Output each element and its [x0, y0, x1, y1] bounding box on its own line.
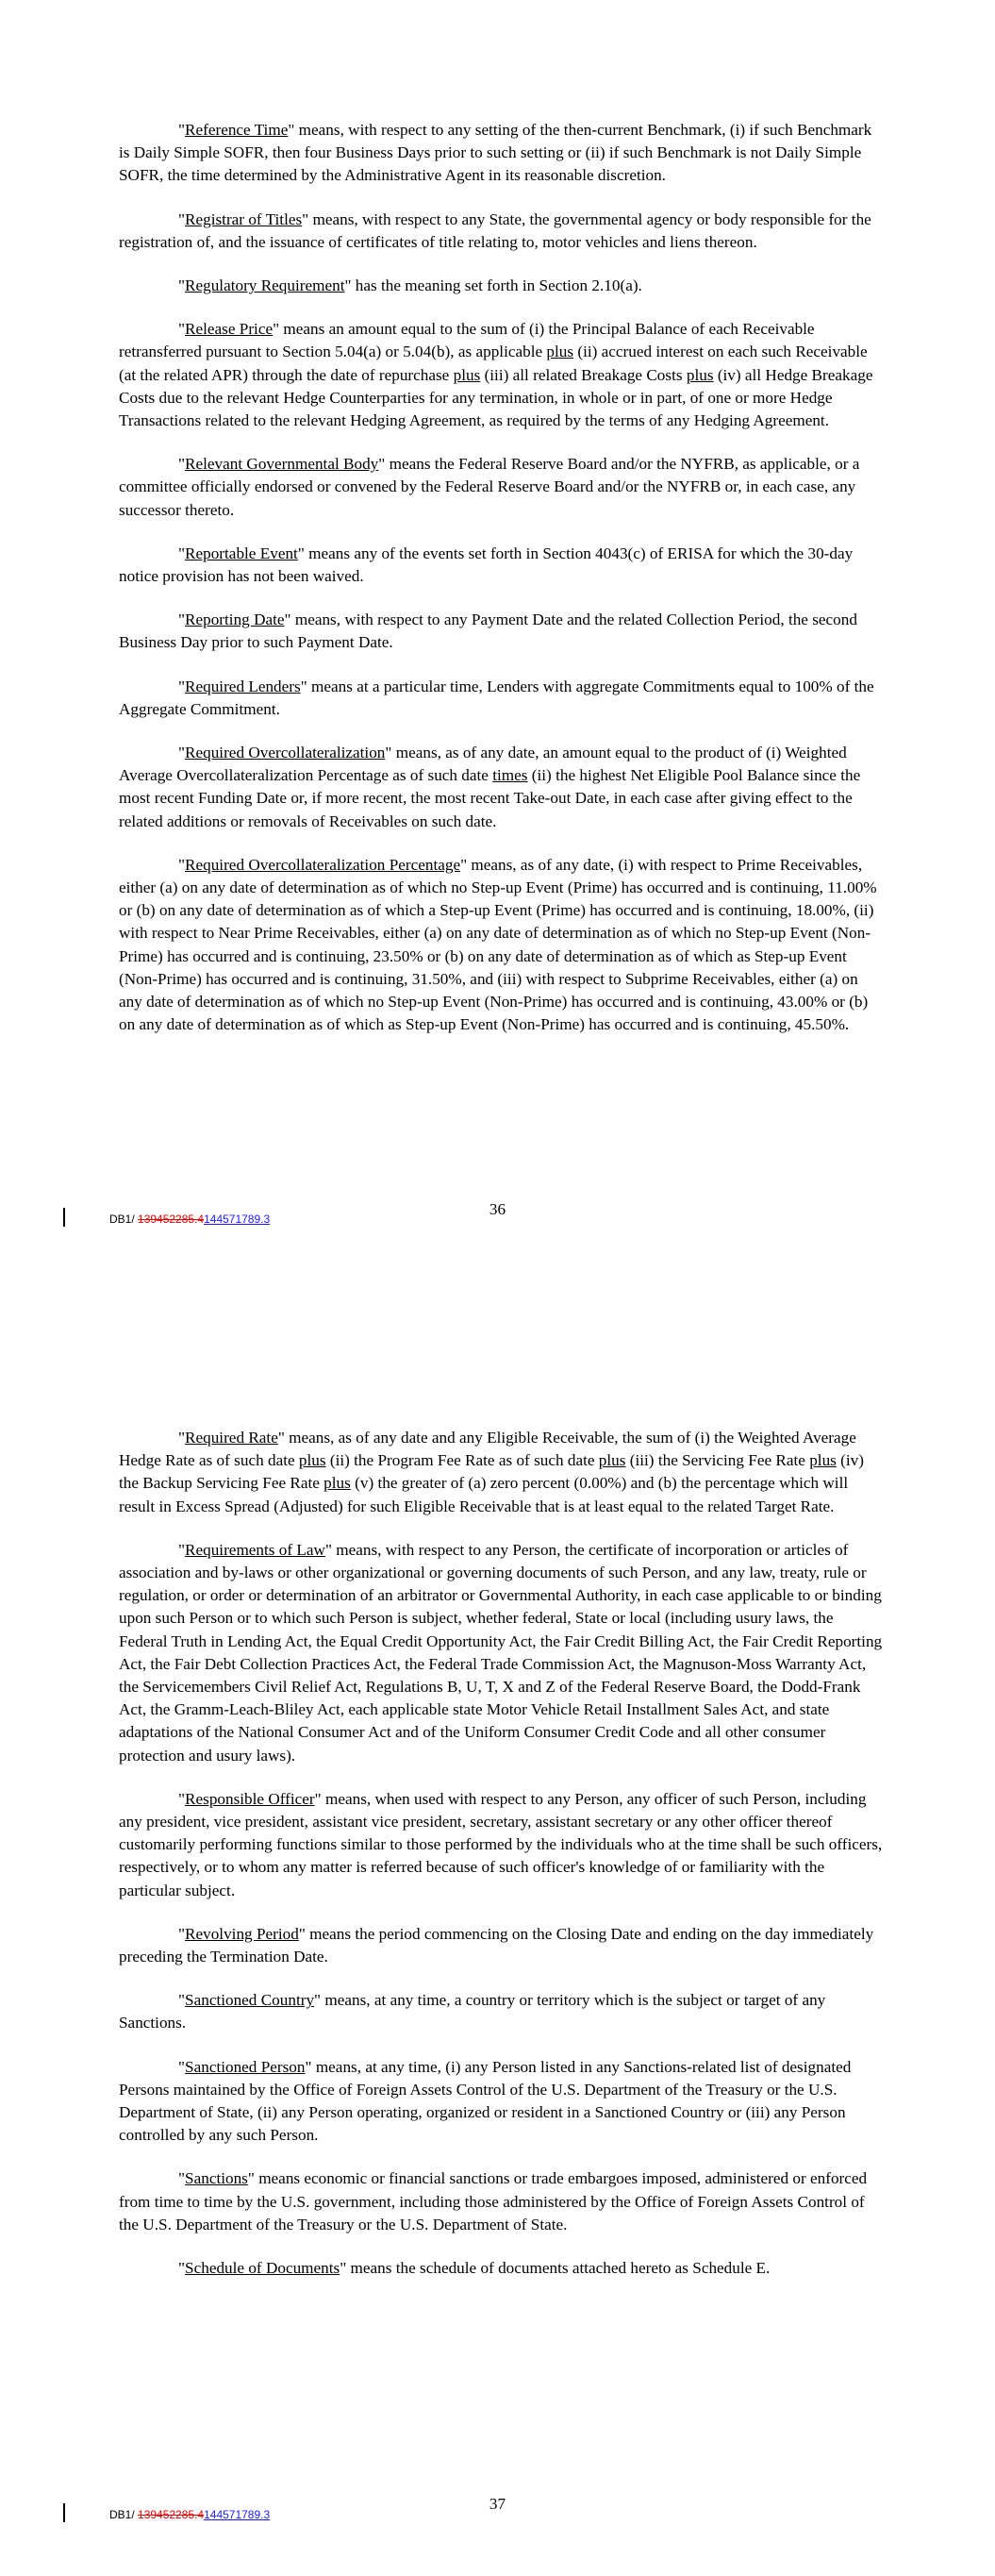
definition-text: " means, with respect to any Person, the certificate of incorporation or articles of association and by-laws or other organizational or governing documents of such Person, and any law, treaty, rule or regulation, or order or determination of an arbitrator or Governmental Authority, in each case applicable to or binding upon such Person or to which such Person is subject, whether federal, State or local (including usury laws, the Federal Truth in Lending Act, the Equal Credit Opportunity Act, the Fair Credit Billing Act, the Fair Credit Reporting Act, the Fair Debt Collection Practices Act, the Federal Trade Commission Act, the Magnuson-Moss Warranty Act, the Servicemembers Civil Relief Act, Regulations B, U, T, X and Z of the Federal Reserve Board, the Dodd-Frank Act, the Gramm-Leach-Bliley Act, each applicable state Motor Vehicle Retail Installment Sales Act, and state adaptations of the National Consumer Act and of the Uniform Consumer Credit Code and all other consumer protection and usury laws).	[119, 1540, 883, 1765]
defined-term: Required Rate	[185, 1429, 278, 1447]
definition-text: " means, when used with respect to any Person, any officer of such Person, including any president, vice president, assistant vice president, secretary, assistant secretary or any other officer thereof customarily performing functions similar to those performed by the individuals who at the time shall be such officers, respectively, or to whom any matter is referred because of such officer's knowledge of or familiarity with the particular subject.	[119, 1789, 883, 1899]
quote: "	[178, 677, 186, 695]
defined-term: Responsible Officer	[185, 1789, 315, 1808]
definition-text: " means any of the events set forth in Section 4043(c) of ERISA for which the 30-day notice provision has not been waived.	[119, 544, 854, 586]
definition-text: (ii) the Program Fee Rate as of such date	[325, 1451, 599, 1470]
deleted-doc-id: 139452285.4	[138, 1213, 205, 1226]
definition-required-overcollateralization	[119, 742, 885, 833]
definition-text: " has the meaning set forth in Section 2.10(a).	[344, 276, 642, 295]
quote: "	[178, 320, 186, 339]
defined-term: Regulatory Requirement	[185, 276, 345, 295]
definition-reporting-date	[119, 609, 885, 654]
defined-term: Schedule of Documents	[185, 2259, 340, 2278]
definition-text: " means economic or financial sanctions or trade embargoes imposed, administered or enforced from time to time by the U.S. government, including those administered by the Office of Foreign Assets Control of the U.S. Department of the Treasury or the U.S. Department of State.	[119, 2169, 868, 2233]
definition-reportable-event	[119, 543, 885, 588]
definition-text: " means at a particular time, Lenders with aggregate Commitments equal to 100% of the Aggregate Commitment.	[119, 677, 874, 718]
quote: "	[178, 2169, 186, 2188]
definition-text: " means, with respect to any State, the governmental agency or body responsible for the registration of, and the issuance of certificates of title relating to, motor vehicles and liens thereon.	[119, 209, 871, 251]
plus-word: plus	[453, 365, 481, 384]
definition-text: " means, with respect to any setting of the then-current Benchmark, (i) if such Benchmark is Daily Simple SOFR, then four Business Days prior to such setting or (ii) if such Benchmark is not Daily Simple SOFR, the time determined by the Administrative Agent in its reasonable discretion.	[119, 121, 872, 185]
definition-text: " means the period commencing on the Closing Date and ending on the day immediately preceding the Termination Date.	[119, 1924, 874, 1966]
quote: "	[178, 2057, 186, 2076]
definition-text: (v) the greater of (a) zero percent (0.00%) and (b) the percentage which will result in Excess Spread (Adjusted) for such Eligible Receivable that is at least equal to the related Target Rate.	[119, 1474, 849, 1515]
document-id-footer	[109, 2508, 270, 2521]
definition-text: (iii) the Servicing Fee Rate	[625, 1451, 810, 1470]
definition-text: (ii) the highest Net Eligible Pool Balance since the most recent Funding Date or, if more recent, the most recent Take-out Date, in each case after giving effect to the related additions or removals of Receivables on such date.	[119, 766, 861, 830]
definition-text: " means, at any time, (i) any Person listed in any Sanctions-related list of designated Persons maintained by the Office of Foreign Assets Control of the U.S. Department of the Treasury or the U.S. Department of State, (ii) any Person operating, organized or resident in a Sanctioned Country or (iii) any Person controlled by any such Person.	[119, 2057, 852, 2145]
footer-prefix: DB1/	[109, 1213, 139, 1226]
quote: "	[178, 209, 186, 228]
quote: "	[178, 276, 186, 295]
plus-word: plus	[323, 1474, 351, 1493]
definition-text: " means an amount equal to the sum of (i) the Principal Balance of each Receivable retransferred pursuant to Section 5.04(a) or 5.04(b), as applicable	[119, 320, 815, 361]
definition-required-overcollateralization-percentage	[119, 854, 885, 1037]
plus-word: plus	[298, 1451, 326, 1470]
quote: "	[178, 1540, 186, 1559]
quote: "	[178, 2259, 186, 2278]
defined-term: Reference Time	[185, 121, 289, 139]
definition-registrar-of-titles	[119, 209, 885, 254]
defined-term: Reporting Date	[185, 611, 285, 629]
definition-requirements-of-law	[119, 1539, 885, 1767]
definition-sanctions	[119, 2167, 885, 2236]
definition-text: " means the schedule of documents attached hereto as Schedule E.	[340, 2259, 771, 2278]
defined-term: Sanctioned Person	[185, 2057, 306, 2076]
defined-term: Required Overcollateralization Percentage	[185, 855, 461, 874]
definition-relevant-governmental-body	[119, 453, 885, 522]
definition-text: (ii) accrued interest on each such Receivable (at the related APR) through the date of repurchase	[119, 343, 868, 384]
definition-text: (iii) all related Breakage Costs	[480, 365, 687, 384]
page-number: 37	[489, 2495, 506, 2513]
definition-text: " means, with respect to any Payment Date and the related Collection Period, the second Business Day prior to such Payment Date.	[119, 611, 857, 652]
definition-responsible-officer	[119, 1788, 885, 1902]
change-bar	[63, 1208, 65, 1227]
defined-term: Reportable Event	[185, 544, 298, 562]
quote: "	[178, 744, 186, 762]
quote: "	[178, 455, 186, 474]
definition-schedule-of-documents	[119, 2257, 885, 2280]
footer-prefix: DB1/	[109, 2508, 139, 2521]
quote: "	[178, 611, 186, 629]
definition-text: " means, as of any date, (i) with respect to Prime Receivables, either (a) on any date of determination as of which no Step-up Event (Prime) has occurred and is continuing, 11.00% or (b) on any date of determination as of which a Step-up Event (Prime) has occurred and is continuing, 18.00%, (ii) with respect to Near Prime Receivables, either (a) on any date of determination as of which no Step-up Event (Non-Prime) has occurred and is continuing, 23.50% or (b) on any date of determination as of which as Step-up Event (Non-Prime) has occurred and is continuing, 31.50%, and (iii) with respect to Subprime Receivables, either (a) on any date of determination as of which no Step-up Event (Non-Prime) has occurred and is continuing, 43.00% or (b) on any date of determination as of which as Step-up Event (Non-Prime) has occurred and is continuing, 45.50%.	[119, 855, 877, 1034]
definition-text: " means the Federal Reserve Board and/or the NYFRB, as applicable, or a committee officially endorsed or convened by the Federal Reserve Board and/or the NYFRB or, in each case, any successor thereto.	[119, 455, 860, 519]
quote: "	[178, 1789, 186, 1808]
document-id-footer	[109, 1213, 270, 1226]
definition-sanctioned-country	[119, 1989, 885, 2034]
definition-required-lenders	[119, 676, 885, 721]
defined-term: Requirements of Law	[185, 1540, 325, 1559]
defined-term: Relevant Governmental Body	[185, 455, 379, 474]
quote: "	[178, 1429, 186, 1447]
document-page-37	[0, 1387, 995, 2576]
defined-term: Sanctioned Country	[185, 1991, 315, 2010]
definition-required-rate	[119, 1427, 885, 1518]
defined-term: Revolving Period	[185, 1924, 299, 1943]
plus-word: plus	[598, 1451, 626, 1470]
document-page-36	[0, 0, 995, 1264]
definition-reference-time	[119, 119, 885, 188]
definition-text: " means, as of any date and any Eligible Receivable, the sum of (i) the Weighted Average Hedge Rate as of such date	[119, 1429, 856, 1470]
quote: "	[178, 855, 186, 874]
page-number: 36	[489, 1200, 506, 1218]
defined-term: Sanctions	[185, 2169, 248, 2188]
quote: "	[178, 544, 186, 562]
definition-sanctioned-person	[119, 2056, 885, 2148]
definition-text: (iv) the Backup Servicing Fee Rate	[119, 1451, 864, 1493]
defined-term: Release Price	[185, 320, 274, 339]
definition-release-price	[119, 318, 885, 432]
definitions-body	[119, 119, 885, 1058]
times-word: times	[492, 766, 528, 785]
plus-word: plus	[546, 343, 574, 361]
plus-word: plus	[809, 1451, 837, 1470]
change-bar	[63, 2503, 65, 2522]
quote: "	[178, 1924, 186, 1943]
deleted-doc-id: 139452285.4	[138, 2508, 205, 2521]
quote: "	[178, 1991, 186, 2010]
quote: "	[178, 121, 186, 139]
defined-term: Required Lenders	[185, 677, 301, 695]
definition-text: (iv) all Hedge Breakage Costs due to the relevant Hedge Counterparties for any termination, in whole or in part, of one or more Hedge Transactions related to the relevant Hedging Agreement, as required by the terms of any Hedging Agreement.	[119, 365, 873, 430]
definition-revolving-period	[119, 1923, 885, 1968]
defined-term: Registrar of Titles	[185, 209, 303, 228]
inserted-doc-id: 144571789.3	[204, 1213, 271, 1226]
definition-regulatory-requirement	[119, 275, 885, 297]
definition-text: " means, at any time, a country or territory which is the subject or target of any Sanctions.	[119, 1991, 826, 2032]
plus-word: plus	[686, 365, 714, 384]
inserted-doc-id: 144571789.3	[204, 2508, 271, 2521]
definitions-body	[119, 1427, 885, 2300]
defined-term: Required Overcollateralization	[185, 744, 386, 762]
definition-text: " means, as of any date, an amount equal to the product of (i) Weighted Average Overcollateralization Percentage as of such date	[119, 744, 847, 785]
